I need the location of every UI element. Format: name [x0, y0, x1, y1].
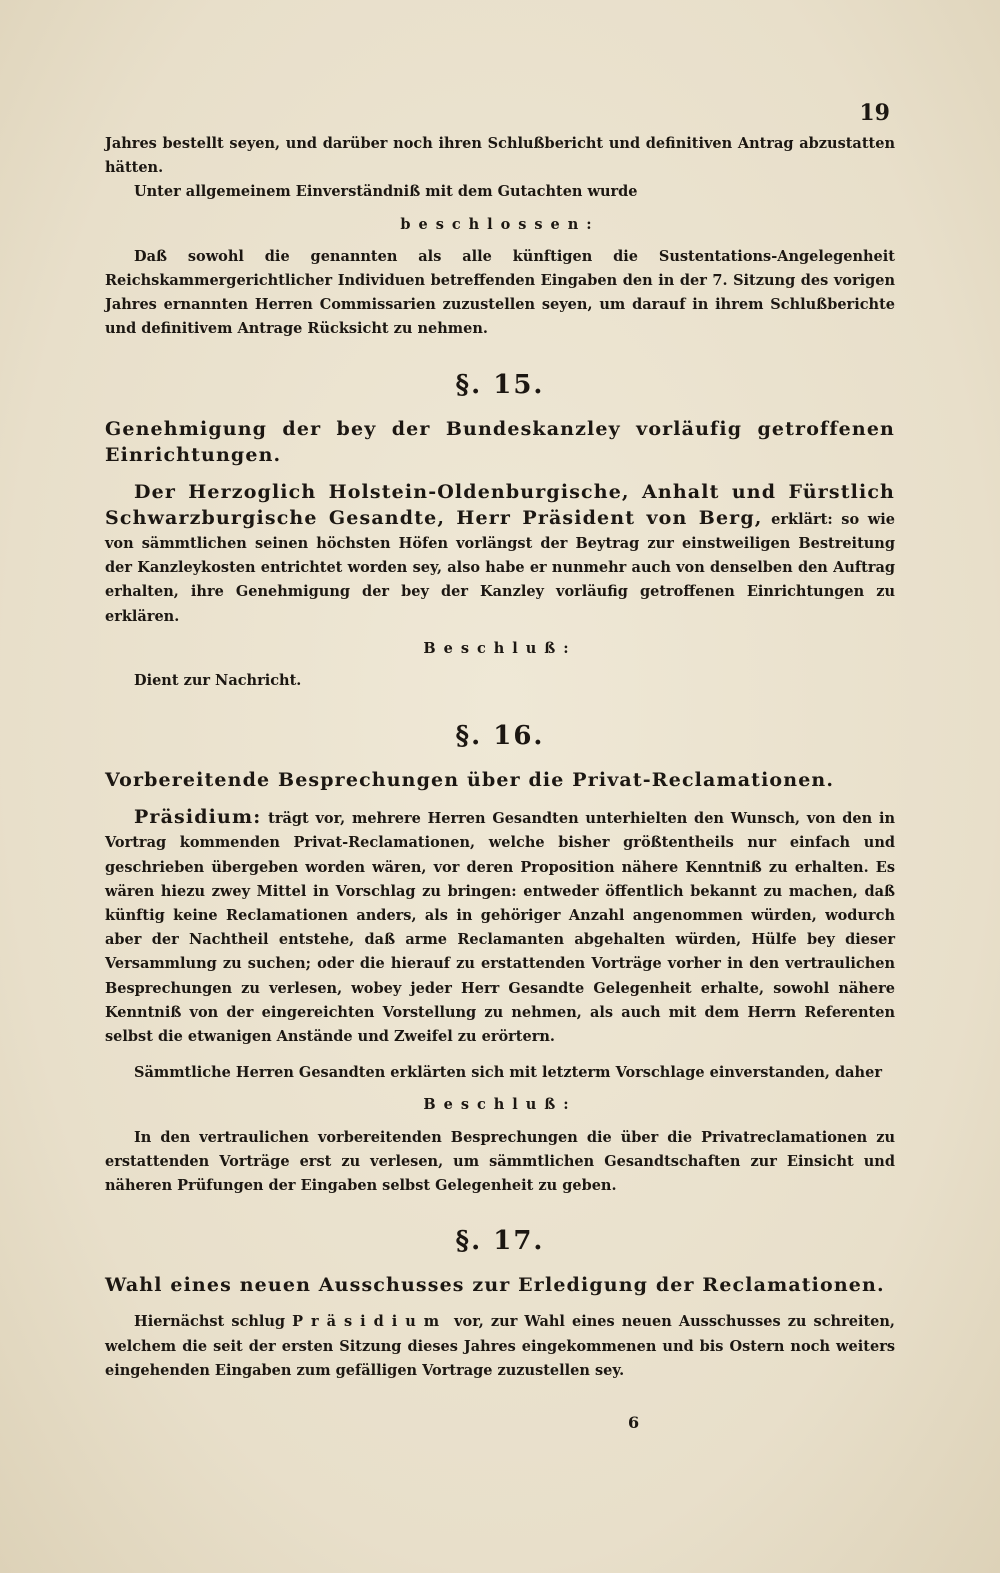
- signature-mark: 6: [628, 1413, 640, 1432]
- section-17-heading: Wahl eines neuen Ausschusses zur Erledigung der Reclamationen.: [105, 1274, 885, 1297]
- page-number: 19: [859, 100, 890, 126]
- section-16-number: §. 16.: [455, 721, 545, 752]
- paragraph-continuation: Jahres bestellt seyen, und darüber noch ihren Schlußbericht und definitiven Antrag abzustatten hätten.: [105, 135, 895, 177]
- paragraph-decision: Daß sowohl die genannten als alle künftigen die Sustentations-Angelegenheit Reichskammergerichtlicher Individuen betreffenden Eingaben den in der 7. Sitzung des vorigen Jahres ernannten Herren Commissarien zuzustellen seyen, um darauf in ihrem Schlußberichte und definitivem Antrage Rücksicht zu nehmen.: [105, 247, 895, 338]
- section-15-paragraph: [105, 480, 895, 629]
- section-15-body: erklärt: so wie von sämmtlichen seinen höchsten Höfen vorlängst der Beytrag zur einstweiligen Bestreitung der Kanzleykosten entrichtet worden sey, also habe er nunmehr auch von denselben den Auftrag erhalten, ihre Genehmigung der bey der Kanzley vorläufig getroffenen Einrichtungen zu erklären.: [105, 510, 895, 625]
- section-16-result: In den vertraulichen vorbereitenden Besprechungen die über die Privatreclamationen zu erstattenden Vorträge erst zu verlesen, um sämmtlichen Gesandtschaften zur Einsicht und näheren Prüfungen der Eingaben selbst Gelegenheit zu geben.: [105, 1128, 895, 1195]
- section-15-number: §. 15.: [455, 369, 545, 400]
- section-15-lead: Der Herzoglich Holstein-Oldenburgische, Anhalt und Fürstlich Schwarzburgische Gesandte, Herr Präsident von Berg,: [105, 480, 895, 529]
- section-17-number: §. 17.: [455, 1226, 545, 1257]
- section-15-beschluss: Beschluß:: [423, 639, 577, 657]
- section-16-lead: Präsidium:: [134, 806, 262, 829]
- section-15-result: Dient zur Nachricht.: [134, 672, 302, 690]
- section-17-paragraph: [105, 1310, 895, 1383]
- section-15-heading: Genehmigung der bey der Bundeskanzley vorläufig getroffenen Einrichtungen.: [105, 417, 895, 466]
- section-16-paragraph: [105, 805, 895, 1049]
- section-16-body: trägt vor, mehrere Herren Gesandten unterhielten den Wunsch, von den in Vortrag kommenden Privat-Reclamationen, welche bisher größtentheils nur einfach und geschrieben übergeben worden wären, vor deren Proposition nähere Kenntniß zu erhalten. Es wären hiezu zwey Mittel in Vorschlag zu bringen: entweder öffentlich bekannt zu machen, daß künftig keine Reclamationen anders, als in gehöriger Anzahl angenommen würden, wodurch aber der Nachtheil entstehe, daß arme Reclamanten abgehalten würden, Hülfe bey dieser Versammlung zu suchen; oder die hierauf zu erstattenden Vorträge vorher in den vertraulichen Besprechungen zu verlesen, wobey jeder Herr Gesandte Gelegenheit erhalte, sowohl nähere Kenntniß von der eingereichten Vorstellung zu nehmen, als auch mit dem Herrn Referenten selbst die etwanigen Anstände und Zweifel zu erörtern.: [105, 810, 895, 1046]
- page-text: [105, 132, 895, 1383]
- section-17-body-a: Hiernächst schlug: [134, 1313, 286, 1331]
- section-16-agreement: Sämmtliche Herren Gesandten erklärten sich mit letzterm Vorschlage einverstanden, daher: [134, 1064, 882, 1082]
- section-16-heading: Vorbereitende Besprechungen über die Privat-Reclamationen.: [105, 769, 835, 792]
- section-17-lead: Präsidium: [292, 1313, 448, 1331]
- paragraph-unanimous: Unter allgemeinem Einverständniß mit dem Gutachten wurde: [134, 183, 638, 201]
- section-16-beschluss: Beschluß:: [423, 1096, 577, 1114]
- beschlossen-label: beschlossen:: [400, 215, 600, 233]
- section-17-body-b: vor, zur Wahl eines neuen Ausschusses zu schreiten, welchem die seit der ersten Sitzung dieses Jahres eingekommenen und bis Ostern noch weiters eingehenden Eingaben zum gefälligen Vortrage zuzustellen sey.: [105, 1313, 895, 1379]
